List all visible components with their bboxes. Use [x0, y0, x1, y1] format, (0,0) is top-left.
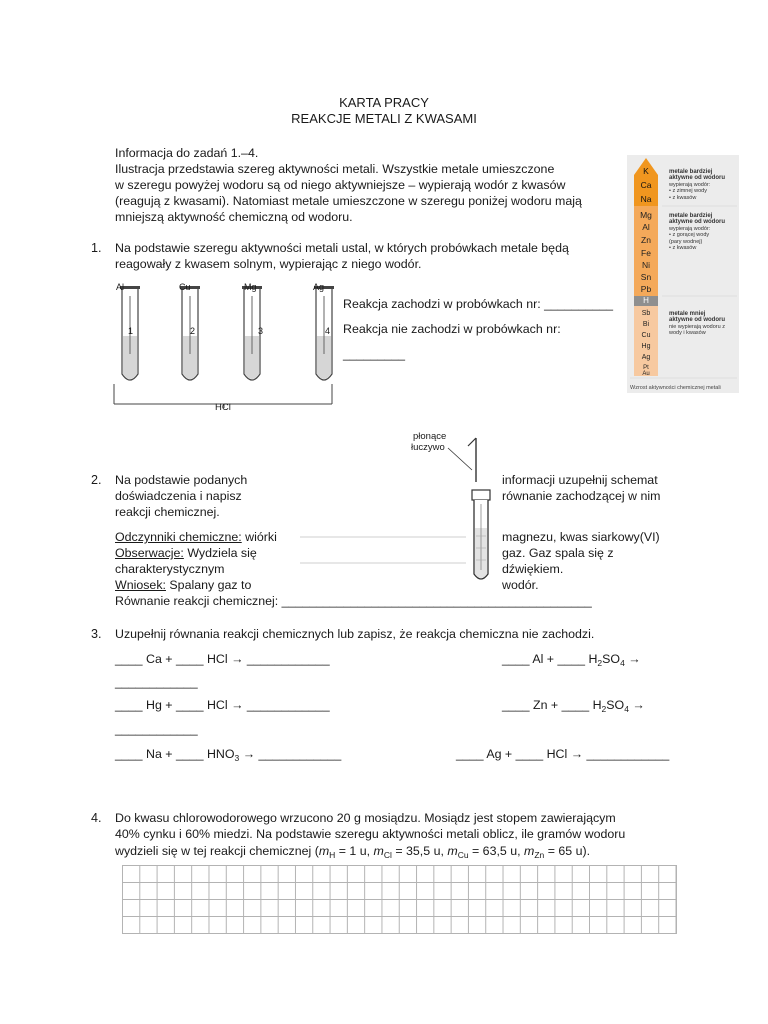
equation-zn-h2so4[interactable]: [502, 697, 645, 714]
task-2-reagents: [115, 529, 277, 545]
mass-symbol: m: [318, 844, 330, 858]
series-metal: Na: [640, 194, 652, 204]
series-metal: Sn: [640, 272, 652, 282]
equation-ag-hcl[interactable]: ____ Ag + ____ HCl → ____________: [456, 747, 670, 761]
mass-symbol: m: [373, 844, 384, 858]
mass-value: = 63,5 u,: [468, 844, 525, 858]
series-metal: Pt: [643, 365, 649, 371]
series-metal: Bi: [642, 321, 650, 328]
task-4-line: Do kwasu chlorowodorowego wrzucono 20 g mosiądzu. Mosiądz jest stopem zawierającym: [115, 811, 616, 825]
group-1-sub: wypierają wodór:: [669, 181, 711, 188]
mass-subscript: H: [329, 850, 336, 860]
task-3-number: 3.: [91, 627, 102, 641]
task-4-line: 40% cynku i 60% miedzi. Na podstawie szeregu aktywności metali oblicz, ile gramów wodoru: [115, 827, 626, 841]
tube-metal-label: Mg: [244, 282, 257, 292]
task-2-left-line: reakcji chemicznej.: [115, 505, 220, 519]
group-1-bullet: • z kwasów: [669, 194, 697, 201]
eq-subscript: 2: [601, 704, 607, 714]
group-2-sub: wypierają wodór:: [669, 225, 711, 232]
mass-subscript: Cu: [457, 850, 469, 860]
group-3-sub: nie wypierają wodoru z wody i kwasów: [669, 323, 725, 337]
series-metal: Ca: [640, 180, 652, 190]
task-1-number: 1.: [91, 241, 102, 255]
group-2-title: metale bardziej aktywne od wodoru: [669, 213, 726, 226]
series-caption: Wzrost aktywności chemicznej metali: [630, 385, 721, 391]
eq-part: SO: [606, 698, 625, 712]
series-metal: Ag: [641, 354, 651, 361]
acid-label: HCl: [215, 402, 231, 413]
task-2-equation[interactable]: Równanie reakcji chemicznej: _____________________________________________: [115, 594, 592, 608]
mass-value: = 65 u).: [544, 844, 591, 858]
eq-subscript: 4: [624, 704, 629, 714]
task-2-number: 2.: [91, 473, 102, 487]
title-line-2: REAKCJE METALI Z KWASAMI: [291, 111, 477, 126]
equation-al-h2so4[interactable]: [502, 651, 641, 668]
task-2-observations-line-2: charakterystycznym: [115, 562, 225, 576]
tube-4: [314, 286, 334, 380]
task-2-observations: [115, 545, 257, 561]
eq-part: →: [624, 652, 641, 666]
group-1-title: metale bardziej aktywne od wodoru: [669, 169, 726, 182]
task-3-instruction: Uzupełnij równania reakcji chemicznych lub zapisz, że reakcja chemiczna nie zachodzi.: [115, 627, 595, 641]
task-2-reagents-right: magnezu, kwas siarkowy(VI): [502, 530, 660, 544]
task-2-left-line: Na podstawie podanych: [115, 473, 248, 487]
tube-number: 4: [325, 326, 331, 336]
series-group-3: [669, 311, 729, 337]
intro-line: mniejszą aktywność chemiczną od wodoru.: [115, 210, 353, 224]
tube-number: 1: [128, 326, 134, 336]
eq-part: → ____________: [239, 747, 342, 761]
task-2-conclusion: [115, 577, 251, 593]
eq-part: ____ Al + ____ H: [502, 652, 598, 666]
mass-symbol: m: [524, 844, 535, 858]
series-group-1: [669, 169, 735, 201]
task-1-answer-no: Reakcja nie zachodzi w probówkach nr:: [343, 322, 561, 336]
eq-part: ____ Zn + ____ H: [502, 698, 602, 712]
series-metal: Zn: [641, 235, 651, 245]
splint-label-1: płonące: [413, 431, 447, 442]
task-2-right-line: informacji uzupełnij schemat: [502, 473, 658, 487]
observations-label: Obserwacje:: [115, 546, 184, 560]
mass-subscript: Zn: [534, 850, 545, 860]
reagents-text: wiórki: [241, 530, 277, 544]
equation-zn-blank[interactable]: ____________: [115, 722, 198, 736]
burning-splint: [448, 438, 476, 482]
tube-number: 2: [190, 326, 196, 336]
splint-label-2: łuczywo: [411, 442, 445, 453]
group-2-bullet: • z gorącej wody: [669, 232, 710, 239]
group-1-bullet: • z zimnej wody: [669, 188, 707, 195]
series-metal: Mg: [640, 210, 652, 220]
series-metal: Fe: [641, 248, 651, 258]
series-metal: Sb: [641, 310, 651, 317]
series-metal: Ni: [641, 260, 651, 270]
group-3-title: metale mniej aktywne od wodoru: [669, 311, 726, 324]
task-1-answer-no-blank[interactable]: _________: [343, 347, 406, 361]
equation-al-blank[interactable]: ____________: [115, 675, 198, 689]
eq-subscript: 2: [597, 658, 603, 668]
task-4-number: 4.: [91, 811, 102, 825]
calculation-grid[interactable]: [122, 865, 677, 934]
task-1-line: Na podstawie szeregu aktywności metali ustal, w których probówkach metale będą: [115, 241, 569, 255]
group-2-bullet: (pary wodnej): [669, 238, 703, 245]
task-2-right-line: równanie zachodzącej w nim: [502, 489, 661, 503]
title-line-1: KARTA PRACY: [339, 95, 429, 110]
experiment-figure: [300, 428, 510, 588]
task-1-answer-yes[interactable]: Reakcja zachodzi w probówkach nr: __________: [343, 297, 614, 311]
tube-number: 3: [258, 326, 264, 336]
eq-part: SO: [602, 652, 621, 666]
mass-symbol: m: [447, 844, 458, 858]
eq-subscript: 3: [234, 753, 240, 763]
eq-part: →: [628, 698, 645, 712]
equation-na-hno3[interactable]: [115, 746, 341, 763]
eq-part: ____ Na + ____ HNO: [115, 747, 235, 761]
series-metal: K: [643, 166, 649, 176]
task-2-conclusion-right: wodór.: [502, 578, 539, 592]
task-2-observations-right: gaz. Gaz spala się z: [502, 546, 614, 560]
series-hydrogen: H: [643, 296, 649, 305]
task-4-line-masses: [115, 843, 590, 860]
series-metal: Pb: [640, 284, 652, 294]
task-2-left-line: doświadczenia i napisz: [115, 489, 242, 503]
task-1-line: reagowały z kwasem solnym, wypierając z niego wodór.: [115, 257, 422, 271]
conclusion-text: Spalany gaz to: [165, 578, 252, 592]
tube-metal-label: Cu: [179, 282, 191, 292]
conclusion-label: Wniosek:: [115, 578, 166, 592]
mass-value: = 35,5 u,: [391, 844, 448, 858]
tube-metal-label: Ag: [313, 282, 325, 292]
experiment-tube: [472, 490, 490, 579]
group-2-bullet: • z kwasów: [669, 245, 697, 252]
series-metal: Al: [642, 222, 650, 232]
mass-subscript: Cl: [383, 850, 392, 860]
task-2-observations-right-2: dźwiękiem.: [502, 562, 564, 576]
test-tubes-figure: [110, 276, 340, 418]
series-metal: Au: [642, 371, 650, 377]
mass-value: = 1 u,: [335, 844, 374, 858]
activity-series-figure: [627, 155, 739, 393]
series-group-2: [669, 213, 735, 251]
reagents-label: Odczynniki chemiczne:: [115, 530, 242, 544]
intro-line: Ilustracja przedstawia szereg aktywności metali. Wszystkie metale umieszczone: [115, 162, 555, 176]
intro-line: w szeregu powyżej wodoru są od niego aktywniejsze – wypierają wodór z kwasów: [115, 178, 566, 192]
series-metal: Hg: [641, 343, 651, 350]
masses-intro: wydzieli się w tej reakcji chemicznej (: [115, 844, 319, 858]
intro-line: (reagują z kwasami). Natomiast metale umieszczone w szeregu poniżej wodoru mają: [115, 194, 582, 208]
observations-text: Wydziela się: [183, 546, 257, 560]
label-lines: [300, 537, 466, 563]
tube-metal-label: Al: [116, 282, 125, 292]
equation-hg-hcl[interactable]: ____ Hg + ____ HCl → ____________: [115, 698, 330, 712]
intro-line: Informacja do zadań 1.–4.: [115, 146, 259, 160]
equation-ca-hcl[interactable]: ____ Ca + ____ HCl → ____________: [115, 652, 330, 666]
series-metal: Cu: [641, 332, 651, 339]
eq-subscript: 4: [620, 658, 625, 668]
